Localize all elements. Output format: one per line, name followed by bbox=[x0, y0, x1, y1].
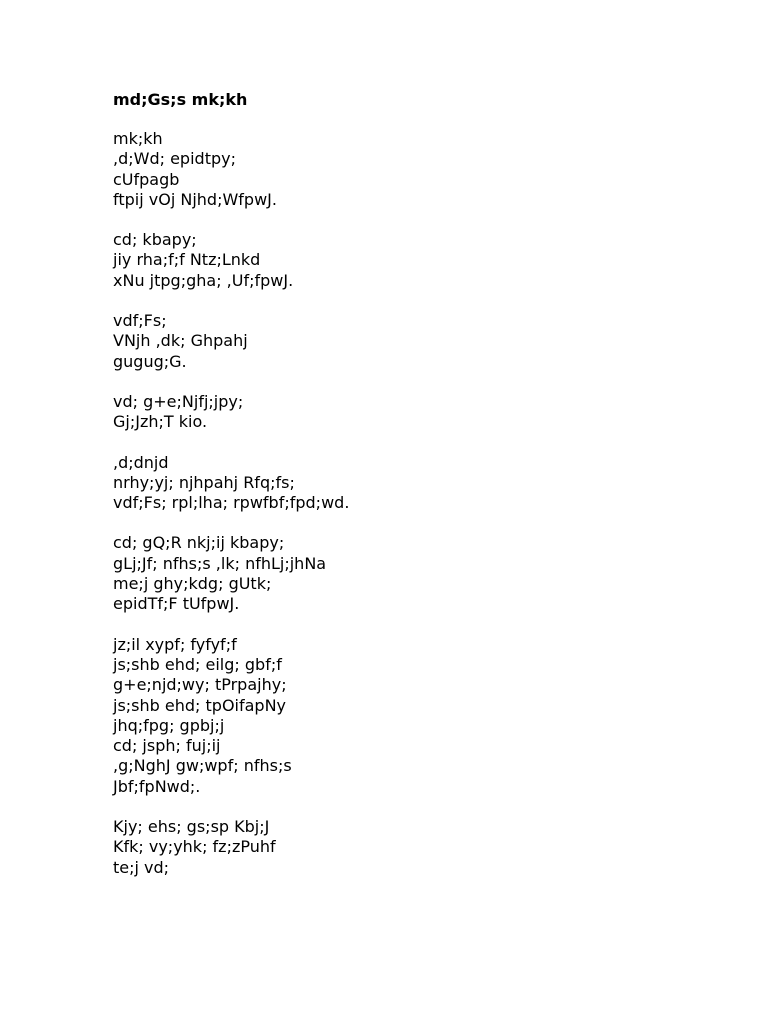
text-line: Gj;Jzh;T kio. bbox=[113, 412, 208, 432]
text-line: Kfk; vy;yhk; fz;zPuhf bbox=[113, 837, 276, 857]
stanza bbox=[113, 129, 733, 210]
stanza bbox=[113, 533, 733, 614]
text-line: mk;kh bbox=[113, 129, 163, 148]
text-line: ,d;dnjd bbox=[113, 452, 169, 472]
text-line: ,g;NghJ gw;wpf; nfhs;s bbox=[113, 756, 292, 776]
stanza bbox=[113, 453, 733, 514]
text-line: vdf;Fs; bbox=[113, 311, 167, 331]
text-line: ,d;Wd; epidtpy; bbox=[113, 149, 236, 169]
text-line: jiy rha;f;f Ntz;Lnkd bbox=[113, 250, 261, 270]
text-line: xNu jtpg;gha; ,Uf;fpwJ. bbox=[113, 270, 294, 290]
text-line: Jbf;fpNwd;. bbox=[113, 776, 201, 796]
text-line: cd; gQ;R nkj;ij kbapy; bbox=[113, 533, 285, 553]
text-line: vdf;Fs; rpl;lha; rpwfbf;fpd;wd. bbox=[113, 493, 350, 513]
text-line: vd; g+e;Njfj;jpy; bbox=[113, 391, 244, 411]
document-title: md;Gs;s mk;kh bbox=[113, 90, 248, 109]
text-line: VNjh ,dk; Ghpahj bbox=[113, 331, 248, 351]
text-line: g+e;njd;wy; tPrpajhy; bbox=[113, 675, 287, 695]
text-line: cUfpagb bbox=[113, 169, 180, 189]
text-line: gLj;Jf; nfhs;s ,lk; nfhLj;jhNa bbox=[113, 553, 327, 573]
text-line: ftpij vOj Njhd;WfpwJ. bbox=[113, 189, 277, 209]
text-line: cd; kbapy; bbox=[113, 230, 197, 250]
text-line: js;shb ehd; eilg; gbf;f bbox=[113, 654, 282, 674]
stanza bbox=[113, 392, 733, 433]
stanza bbox=[113, 635, 733, 797]
stanza bbox=[113, 230, 733, 291]
text-line: te;j vd; bbox=[113, 857, 170, 877]
stanza bbox=[113, 311, 733, 372]
text-line: epidTf;F tUfpwJ. bbox=[113, 594, 240, 614]
text-line: cd; jsph; fuj;ij bbox=[113, 736, 221, 756]
text-line: nrhy;yj; njhpahj Rfq;fs; bbox=[113, 472, 295, 492]
stanza bbox=[113, 817, 733, 878]
text-line: js;shb ehd; tpOifapNy bbox=[113, 695, 287, 715]
text-line: gugug;G. bbox=[113, 351, 187, 371]
text-line: Kjy; ehs; gs;sp Kbj;J bbox=[113, 817, 270, 837]
text-line: jhq;fpg; gpbj;j bbox=[113, 715, 225, 735]
text-line: me;j ghy;kdg; gUtk; bbox=[113, 574, 272, 594]
text-line: jz;il xypf; fyfyf;f bbox=[113, 634, 237, 654]
document-page bbox=[113, 88, 733, 898]
